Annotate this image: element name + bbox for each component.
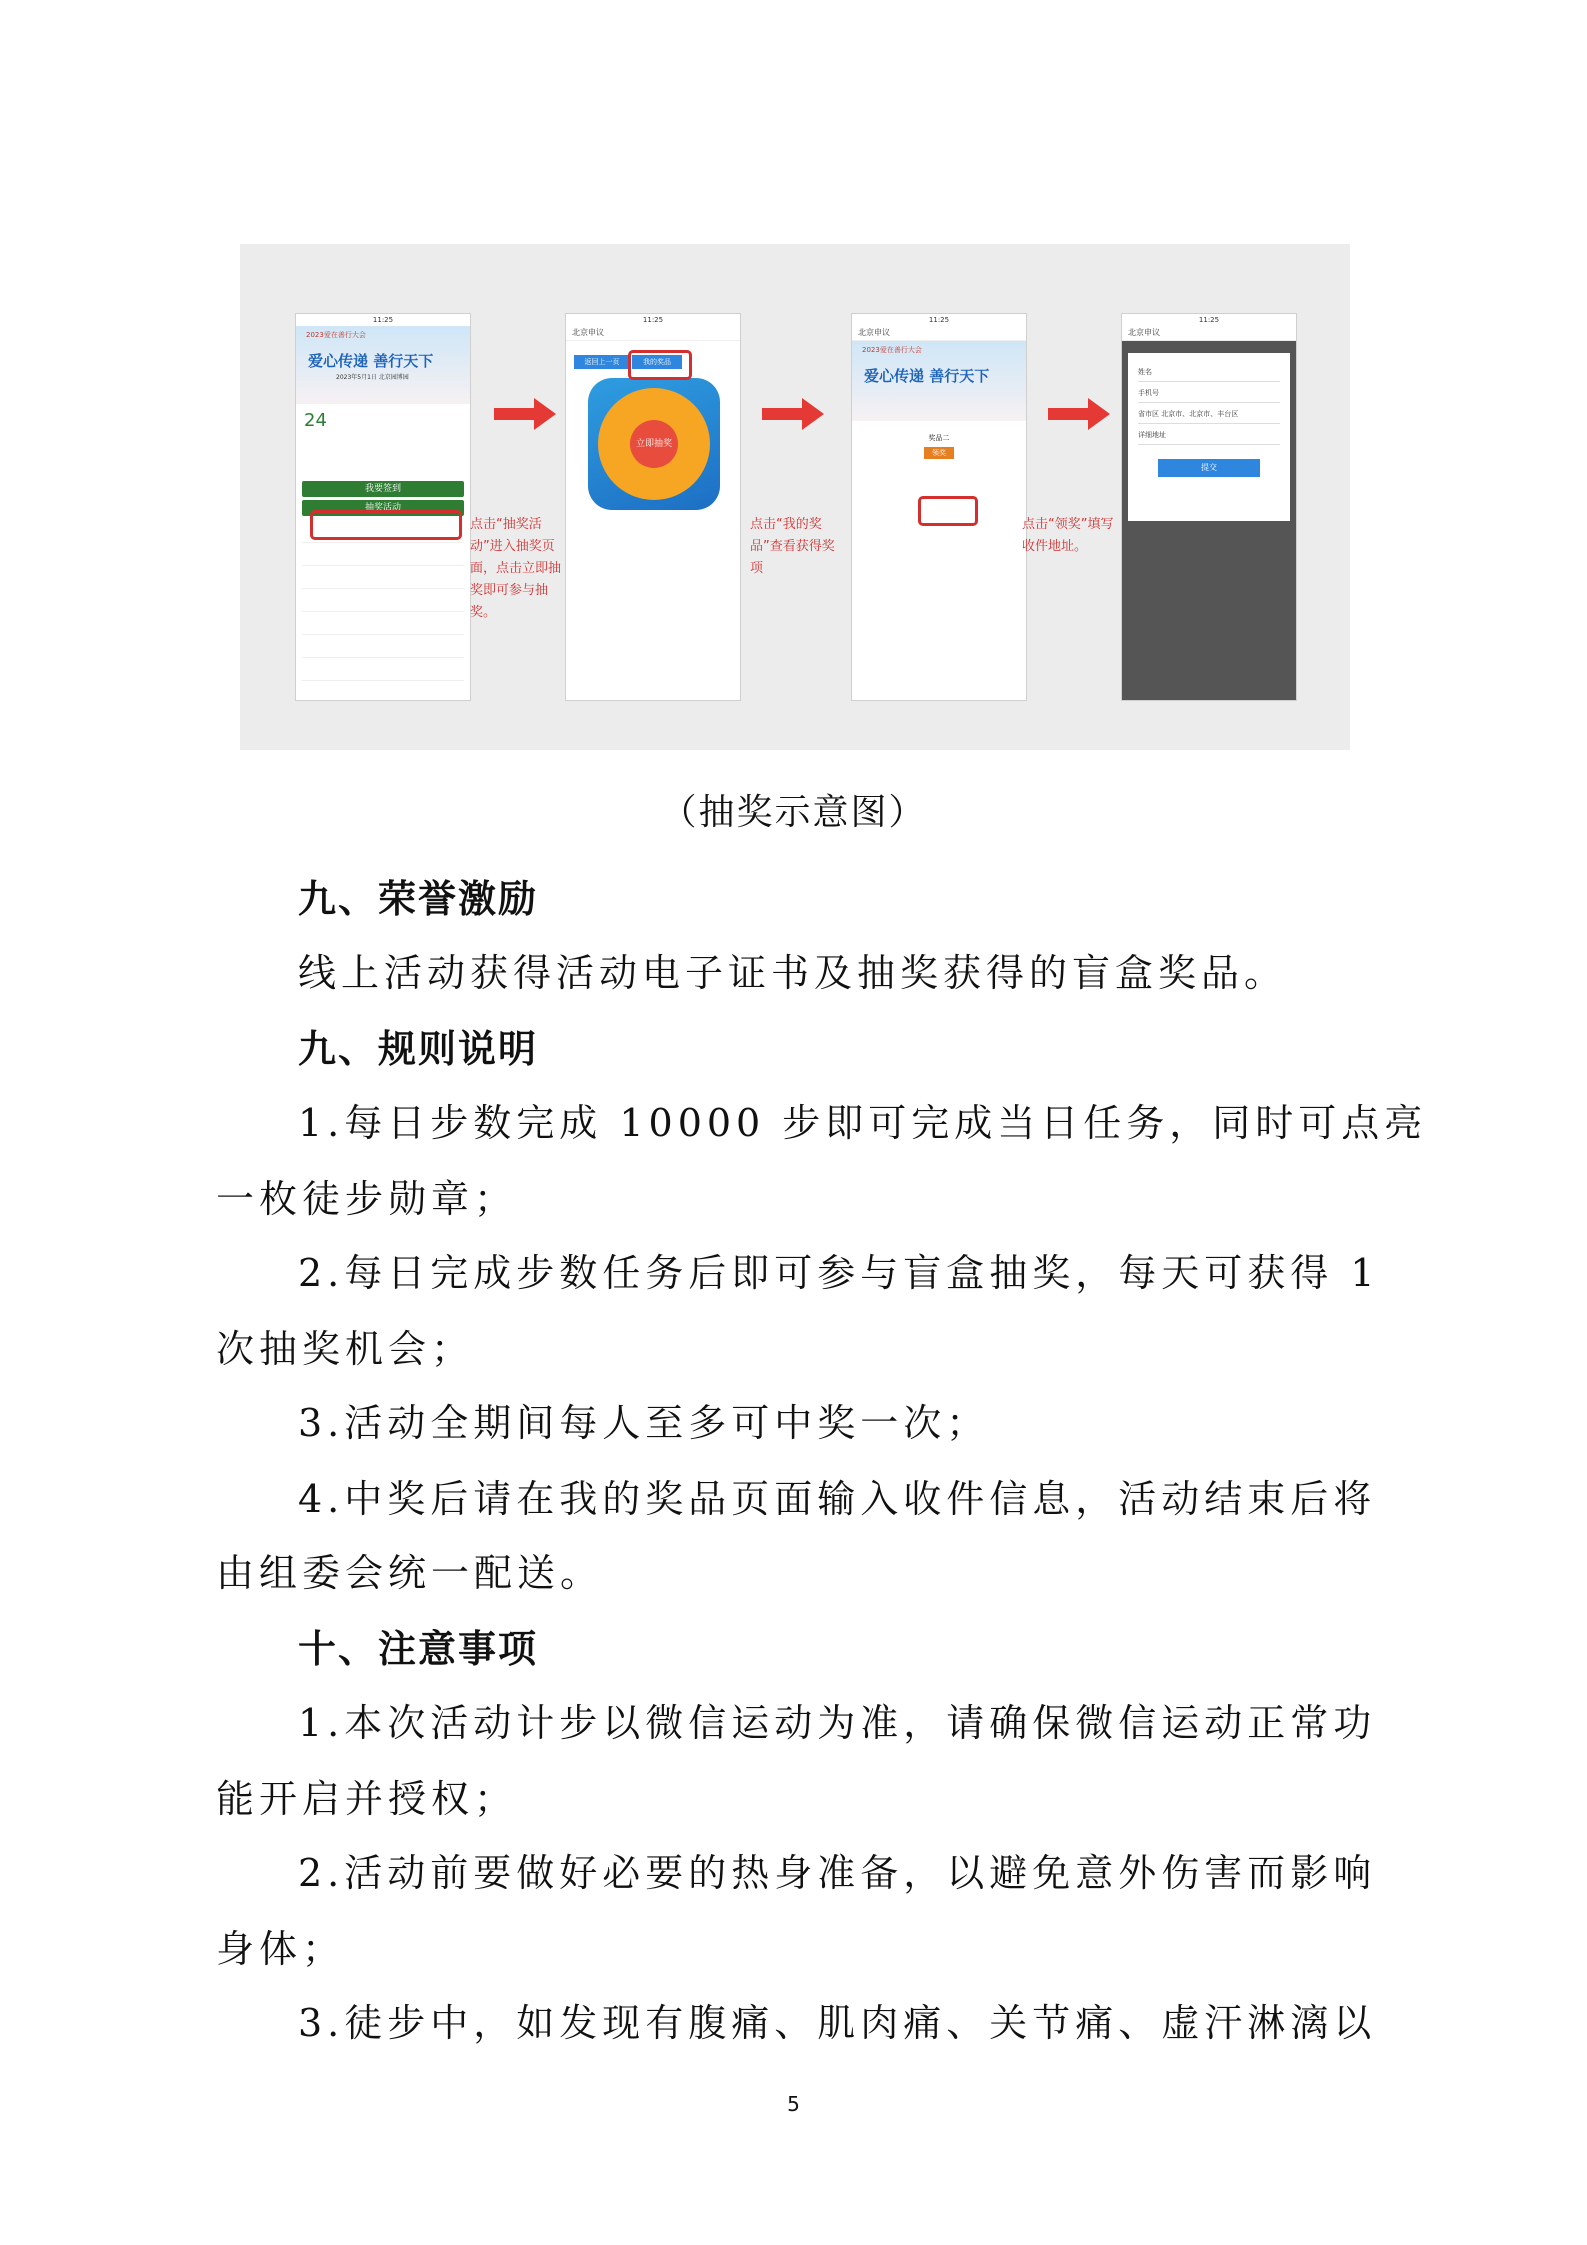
ranking-list — [302, 520, 464, 690]
lottery-wheel[interactable] — [588, 378, 720, 510]
note-2-line-2: 身体； — [216, 1927, 346, 1971]
banner-top-text: 2023爱在善行大会 — [862, 346, 922, 354]
my-prize-button[interactable]: 我的奖品 — [632, 355, 682, 369]
claim-button[interactable]: 领奖 — [924, 447, 954, 459]
address-field[interactable]: 详细地址 — [1138, 430, 1280, 445]
lottery-illustration — [240, 244, 1350, 750]
note-2-line-1: 2.活动前要做好必要的热身准备，以避免意外伤害而影响 — [298, 1851, 1377, 1895]
phone-screenshot-home — [296, 314, 470, 700]
draw-button[interactable]: 立即抽奖 — [630, 420, 678, 468]
paragraph: 线上活动获得活动电子证书及抽奖获得的盲盒奖品。 — [298, 951, 1288, 995]
note-prize: 点击“我的奖品”查看获得奖项 — [750, 517, 835, 576]
event-banner — [852, 341, 1026, 421]
submit-button[interactable]: 提交 — [1158, 459, 1260, 477]
status-bar: 11:25 — [642, 316, 664, 324]
name-field[interactable]: 姓名 — [1138, 367, 1280, 382]
banner-date: 2023年5月1日 北京园博园 — [336, 374, 409, 381]
arrow-icon — [494, 408, 536, 420]
status-bar: 11:25 — [372, 316, 394, 324]
note-claim: 点击“领奖”填写收件地址。 — [1022, 517, 1114, 554]
highlight-box — [918, 496, 978, 526]
back-button[interactable]: 返回上一页 — [574, 355, 630, 369]
note-1-line-1: 1.本次活动计步以微信运动为准，请确保微信运动正常功 — [298, 1701, 1377, 1745]
heading-notes: 十、注意事项 — [298, 1627, 539, 1671]
step-count: 24 — [304, 410, 327, 431]
lottery-button[interactable]: 抽奖活动 — [302, 500, 464, 516]
note-3-line-1: 3.徒步中，如发现有腹痛、肌肉痛、关节痛、虚汗淋漓以 — [298, 2001, 1377, 2045]
arrow-head-icon — [1088, 398, 1110, 430]
sign-button[interactable]: 我要签到 — [302, 481, 464, 497]
heading-honor: 九、荣誉激励 — [298, 877, 539, 921]
phone-field[interactable]: 手机号 — [1138, 388, 1280, 403]
rule-2-line-2: 次抽奖机会； — [216, 1327, 475, 1371]
region-field[interactable]: 省市区 北京市、北京市、丰台区 — [1138, 409, 1280, 424]
nav-bar: 北京申议 — [1122, 326, 1296, 341]
nav-bar: 北京申议 — [852, 326, 1026, 341]
status-bar: 11:25 — [1122, 314, 1296, 326]
rule-1-line-1: 1.每日步数完成 10000 步即可完成当日任务，同时可点亮 — [298, 1101, 1428, 1145]
event-banner — [296, 326, 470, 404]
arrow-icon — [762, 408, 804, 420]
prize-label: 奖品二 — [928, 434, 950, 442]
figure-caption: （抽奖示意图） — [660, 792, 927, 833]
page-number: 5 — [787, 2092, 800, 2116]
banner-top-text: 2023爱在善行大会 — [306, 331, 366, 339]
rule-2-line-1: 2.每日完成步数任务后即可参与盲盒抽奖，每天可获得 1 — [298, 1251, 1380, 1295]
rule-1-line-2: 一枚徒步勋章； — [216, 1177, 518, 1221]
arrow-head-icon — [534, 398, 556, 430]
arrow-icon — [1048, 408, 1090, 420]
highlight-box — [310, 510, 462, 540]
nav-bar: 北京申议 — [566, 326, 740, 341]
heading-rules: 九、规则说明 — [298, 1027, 539, 1071]
phone-screenshot-address — [1122, 314, 1296, 700]
highlight-box — [628, 350, 692, 380]
banner-title: 爱心传递 善行天下 — [308, 352, 434, 370]
rule-4-line-2: 由组委会统一配送。 — [216, 1551, 604, 1595]
note-1-line-2: 能开启并授权； — [216, 1777, 518, 1821]
rule-3: 3.活动全期间每人至多可中奖一次； — [298, 1401, 990, 1445]
banner-title: 爱心传递 善行天下 — [864, 367, 990, 385]
arrow-head-icon — [802, 398, 824, 430]
address-form — [1128, 353, 1290, 521]
note-lottery: 点击“抽奖活动”进入抽奖页面，点击立即抽奖即可参与抽奖。 — [470, 517, 562, 620]
status-bar: 11:25 — [928, 316, 950, 324]
rule-4-line-1: 4.中奖后请在我的奖品页面输入收件信息，活动结束后将 — [298, 1477, 1377, 1521]
